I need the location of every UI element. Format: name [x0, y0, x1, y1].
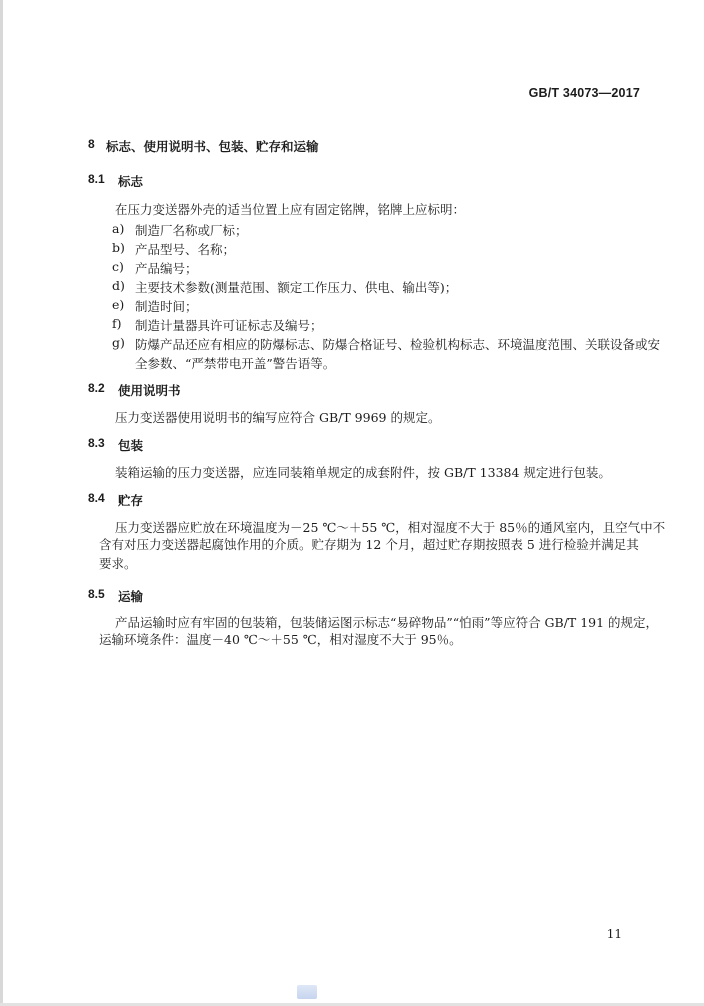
standard-number-header: GB/T 34073—2017 — [528, 86, 640, 100]
list-item-continuation: 全参数、“严禁带电开盖”警告语等。 — [135, 356, 336, 371]
section-8-2-text: 压力变送器使用说明书的编写应符合 GB/T 9969 的规定。 — [115, 410, 441, 425]
section-8-3-number: 8.3 — [88, 436, 105, 450]
list-item-text: 产品编号； — [135, 261, 198, 276]
list-item-letter: b) — [112, 240, 125, 255]
list-item-text: 产品型号、名称； — [135, 242, 236, 257]
section-8-1-intro: 在压力变送器外壳的适当位置上应有固定铭牌，铭牌上应标明： — [115, 202, 466, 217]
section-8-5-title: 运输 — [118, 589, 144, 604]
list-item-text: 制造计量器具许可证标志及编号； — [135, 318, 323, 333]
section-8-4-line-2: 含有对压力变送器起腐蚀作用的介质。贮存期为 12 个月，超过贮存期按照表 5 进行检验并满足其 — [99, 537, 639, 552]
section-8-5-line-2: 运输环境条件：温度－40 ℃～＋55 ℃，相对湿度不大于 95％。 — [99, 632, 462, 647]
list-item-letter: g) — [112, 335, 125, 350]
list-item-letter: e) — [112, 297, 125, 312]
list-item-letter: d) — [112, 278, 125, 293]
list-item-text: 防爆产品还应有相应的防爆标志、防爆合格证号、检验机构标志、环境温度范围、关联设备或安 — [135, 337, 661, 352]
section-8-2-title: 使用说明书 — [118, 383, 181, 398]
section-8-2-number: 8.2 — [88, 381, 105, 395]
list-item-letter: f) — [112, 316, 122, 331]
list-item-letter: a) — [112, 221, 125, 236]
page-edge-left — [0, 0, 3, 1006]
section-8-3-text: 装箱运输的压力变送器，应连同装箱单规定的成套附件，按 GB/T 13384 规定进行包装。 — [115, 465, 611, 480]
section-8-5-line-1: 产品运输时应有牢固的包装箱，包装储运图示标志“易碎物品”“怕雨”等应符合 GB/T 191 的规定， — [115, 615, 659, 630]
section-8-1-title: 标志 — [118, 174, 144, 189]
section-8-4-line-1: 压力变送器应贮放在环境温度为－25 ℃～＋55 ℃，相对湿度不大于 85％的通风室内，且空气中不 — [115, 520, 666, 535]
section-8-4-number: 8.4 — [88, 491, 105, 505]
section-8-4-line-3: 要求。 — [99, 556, 137, 571]
scan-marker-icon — [297, 985, 317, 999]
section-8-3-title: 包装 — [118, 438, 144, 453]
page-number: 11 — [606, 927, 622, 941]
section-8-1-number: 8.1 — [88, 172, 105, 186]
section-8-5-number: 8.5 — [88, 587, 105, 601]
section-8-4-title: 贮存 — [118, 493, 144, 508]
list-item-text: 主要技术参数(测量范围、额定工作压力、供电、输出等)； — [135, 280, 458, 295]
section-8-number: 8 — [88, 137, 95, 151]
section-8-title: 标志、使用说明书、包装、贮存和运输 — [106, 139, 319, 154]
list-item-text: 制造时间； — [135, 299, 198, 314]
list-item-letter: c) — [112, 259, 124, 274]
list-item-text: 制造厂名称或厂标； — [135, 223, 248, 238]
